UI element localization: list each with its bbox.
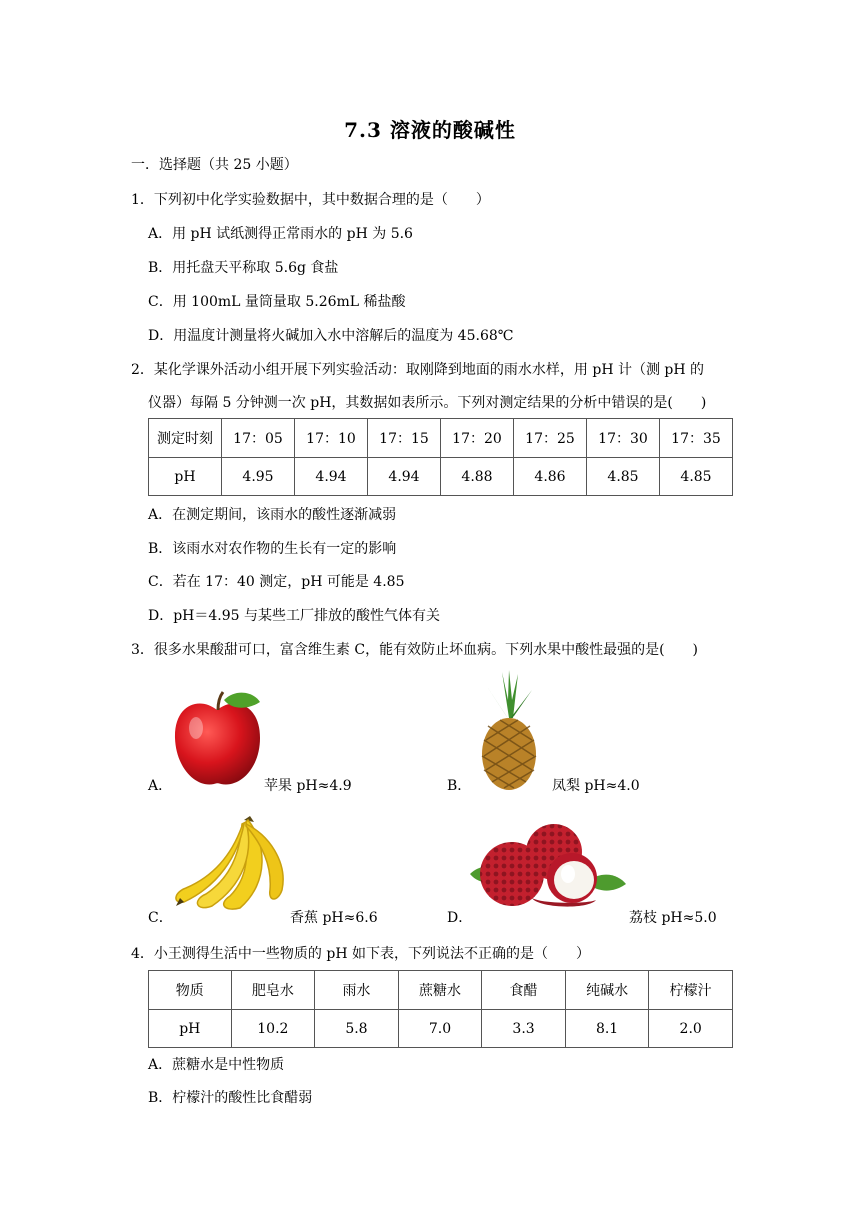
question-4-option-a: A．蔗糖水是中性物质 [148,1057,285,1073]
table-cell: pH [149,1010,232,1048]
table-cell: 4.86 [514,458,587,496]
question-1-stem: 1．下列初中化学实验数据中，其中数据合理的是（ ） [131,192,490,208]
table-cell: 4.94 [368,458,441,496]
table-cell: 2.0 [649,1010,733,1048]
question-3-option-b-label: 凤梨 pH≈4.0 [552,778,640,794]
table-cell: 物质 [149,971,232,1010]
question-3-option-c-label: 香蕉 pH≈6.6 [290,910,378,926]
question-1-option-b: B．用托盘天平称取 5.6g 食盐 [148,260,339,276]
apple-icon [170,688,265,788]
table-row [149,458,733,496]
question-1-option-d: D．用温度计测量将火碱加入水中溶解后的温度为 45.68℃ [148,328,514,344]
question-2-option-d: D．pH＝4.95 与某些工厂排放的酸性气体有关 [148,608,441,624]
table-cell: 纯碱水 [565,971,649,1010]
table-cell: 4.88 [441,458,514,496]
table-cell: 蔗糖水 [398,971,482,1010]
table-cell: 7.0 [398,1010,482,1048]
table-cell: 17：10 [295,419,368,458]
table-cell: 17：35 [660,419,733,458]
table-cell: 17：25 [514,419,587,458]
question-4-table [148,970,733,1048]
table-cell: 10.2 [231,1010,315,1048]
table-cell: 17：15 [368,419,441,458]
table-cell: 雨水 [315,971,399,1010]
banana-icon [172,812,290,917]
question-4-stem: 4．小王测得生活中一些物质的 pH 如下表，下列说法不正确的是（ ） [131,946,590,962]
table-cell: 4.85 [587,458,660,496]
table-cell: pH [149,458,222,496]
table-cell: 5.8 [315,1010,399,1048]
question-1-option-c: C．用 100mL 量筒量取 5.26mL 稀盐酸 [148,294,406,310]
table-row [149,419,733,458]
table-cell: 4.95 [222,458,295,496]
question-2-option-c: C．若在 17：40 测定，pH 可能是 4.85 [148,574,405,590]
question-2-table [148,418,733,496]
table-cell: 柠檬汁 [649,971,733,1010]
page-title: 7.3 溶液的酸碱性 [344,118,516,142]
question-3-option-c-letter: C． [148,910,173,926]
table-cell: 17：20 [441,419,514,458]
question-3-option-b-letter: B． [447,778,472,794]
question-3-option-d-label: 荔枝 pH≈5.0 [629,910,717,926]
table-cell: 测定时刻 [149,419,222,458]
table-cell: 4.94 [295,458,368,496]
question-4-option-b: B．柠檬汁的酸性比食醋弱 [148,1090,313,1106]
question-3-option-a-label: 苹果 pH≈4.9 [264,778,352,794]
question-1-option-a: A．用 pH 试纸测得正常雨水的 pH 为 5.6 [148,226,413,242]
table-cell: 3.3 [482,1010,566,1048]
question-3-option-d-letter: D． [447,910,473,926]
table-cell: 肥皂水 [231,971,315,1010]
table-cell: 17：05 [222,419,295,458]
question-2-option-a: A．在测定期间，该雨水的酸性逐渐减弱 [148,507,397,523]
section-heading: 一．选择题（共 25 小题） [131,157,298,173]
table-cell: 17：30 [587,419,660,458]
table-row [149,971,733,1010]
table-cell: 8.1 [565,1010,649,1048]
question-2-option-b: B．该雨水对农作物的生长有一定的影响 [148,541,397,557]
table-cell: 食醋 [482,971,566,1010]
lychee-icon [468,822,628,908]
question-2-stem-line-2: 仪器）每隔 5 分钟测一次 pH，其数据如表所示。下列对测定结果的分析中错误的是( ) [148,395,707,411]
question-2-stem-line-1: 2．某化学课外活动小组开展下列实验活动：取刚降到地面的雨水水样，用 pH 计（测 pH 的 [131,362,705,378]
question-3-option-a-letter: A． [148,778,173,794]
pineapple-icon [478,670,540,790]
table-cell: 4.85 [660,458,733,496]
table-row [149,1010,733,1048]
question-3-stem: 3．很多水果酸甜可口，富含维生素 C，能有效防止坏血病。下列水果中酸性最强的是( ) [131,642,698,658]
